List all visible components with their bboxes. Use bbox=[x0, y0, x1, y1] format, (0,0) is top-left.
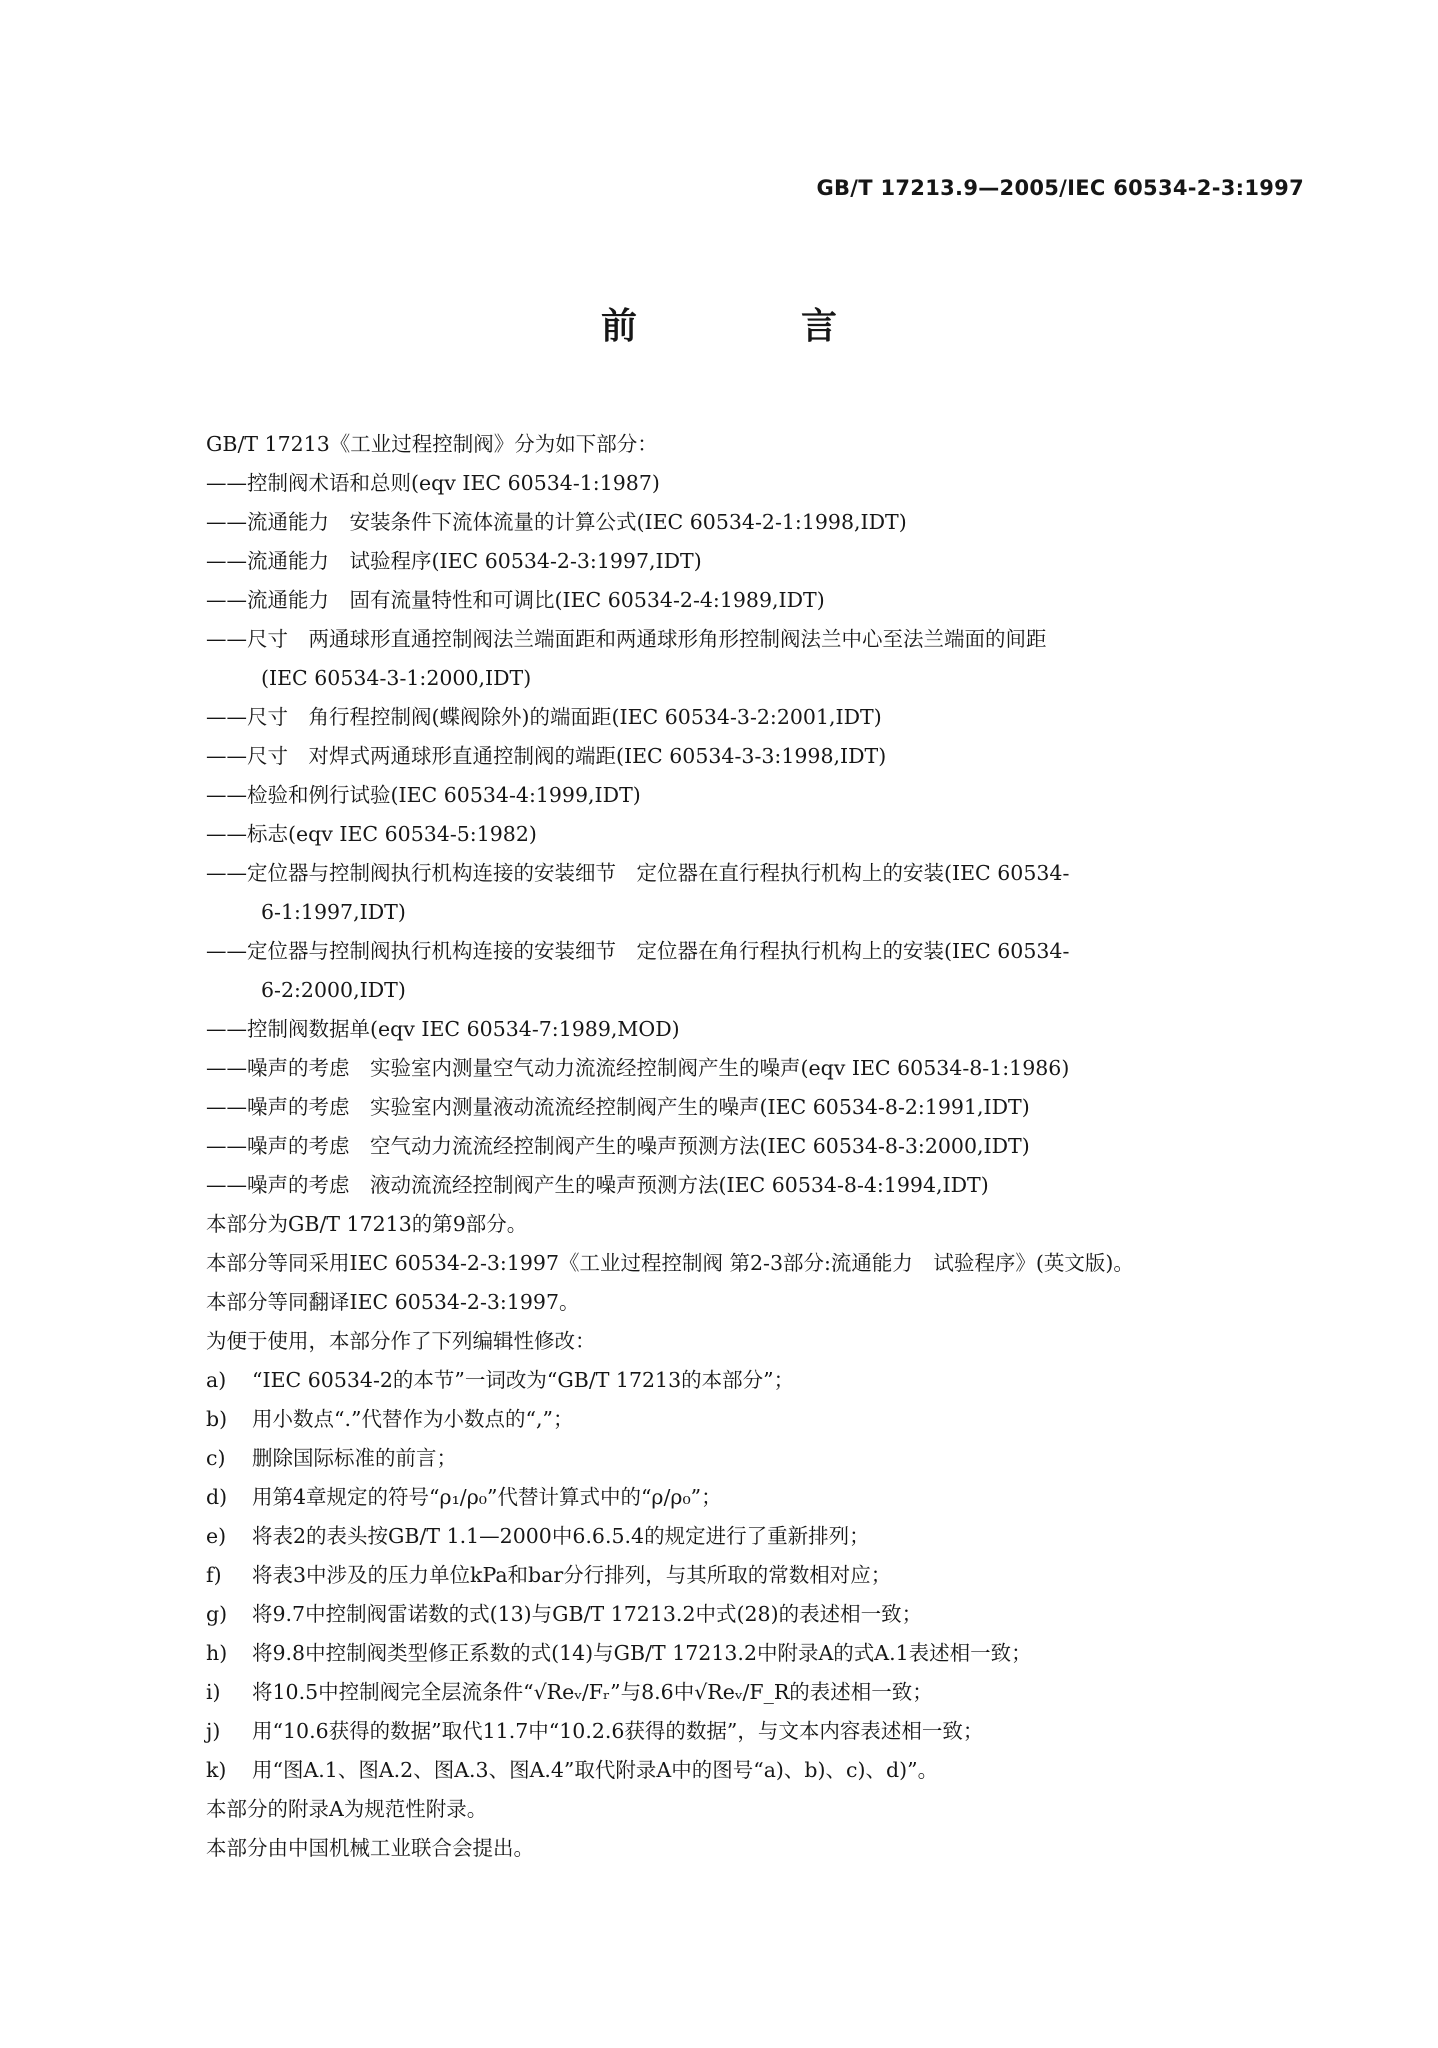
edit-item: j) 用“10.6获得的数据”取代11.7中“10.2.6获得的数据”，与文本内容表述相一致； bbox=[206, 1719, 984, 1743]
part-item: ——流通能力 安装条件下流体流量的计算公式(IEC 60534-2-1:1998,IDT) bbox=[206, 510, 907, 534]
paragraph-annex: 本部分的附录A为规范性附录。 bbox=[206, 1797, 488, 1821]
edit-item: c) 删除国际标准的前言； bbox=[206, 1446, 457, 1470]
edit-item: b) 用小数点“.”代替作为小数点的“,”； bbox=[206, 1407, 574, 1431]
part-item: ——噪声的考虑 实验室内测量液动流流经控制阀产生的噪声(IEC 60534-8-2:1991,IDT) bbox=[206, 1095, 1030, 1119]
part-item: ——控制阀术语和总则(eqv IEC 60534-1:1987) bbox=[206, 471, 660, 495]
part-item: ——检验和例行试验(IEC 60534-4:1999,IDT) bbox=[206, 783, 641, 807]
edit-item: i) 将10.5中控制阀完全层流条件“√Reᵥ/Fᵣ”与8.6中√Reᵥ/F_R的表述相一致； bbox=[206, 1680, 933, 1704]
part-item: ——标志(eqv IEC 60534-5:1982) bbox=[206, 822, 537, 846]
edit-item: e) 将表2的表头按GB/T 1.1—2000中6.6.5.4的规定进行了重新排列； bbox=[206, 1524, 870, 1548]
edit-item: h) 将9.8中控制阀类型修正系数的式(14)与GB/T 17213.2中附录A的式A.1表述相一致； bbox=[206, 1641, 1032, 1665]
edit-item: d) 用第4章规定的符号“ρ₁/ρ₀”代替计算式中的“ρ/ρ₀”； bbox=[206, 1485, 722, 1509]
part-item: ——流通能力 试验程序(IEC 60534-2-3:1997,IDT) bbox=[206, 549, 702, 573]
edit-item: g) 将9.7中控制阀雷诺数的式(13)与GB/T 17213.2中式(28)的表述相一致； bbox=[206, 1602, 923, 1626]
part-item: ——尺寸 角行程控制阀(蝶阀除外)的端面距(IEC 60534-3-2:2001,IDT) bbox=[206, 705, 882, 729]
edit-item: a) “IEC 60534-2的本节”一词改为“GB/T 17213的本部分”； bbox=[206, 1368, 795, 1392]
document-body bbox=[206, 425, 1306, 1868]
standard-code: GB/T 17213.9—2005/IEC 60534-2-3:1997 bbox=[816, 176, 1304, 200]
part-item: ——定位器与控制阀执行机构连接的安装细节 定位器在角行程执行机构上的安装(IEC 60534- 6-2:2000,IDT) bbox=[206, 939, 1070, 1002]
part-item: ——噪声的考虑 空气动力流流经控制阀产生的噪声预测方法(IEC 60534-8-3:2000,IDT) bbox=[206, 1134, 1030, 1158]
paragraph-proposer: 本部分由中国机械工业联合会提出。 bbox=[206, 1836, 534, 1860]
part-item: ——尺寸 对焊式两通球形直通控制阀的端距(IEC 60534-3-3:1998,IDT) bbox=[206, 744, 887, 768]
paragraph-adoption: 本部分等同采用IEC 60534-2-3:1997《工业过程控制阀 第2-3部分:流通能力 试验程序》(英文版)。 bbox=[206, 1251, 1134, 1275]
paragraph-edits-intro: 为便于使用，本部分作了下列编辑性修改： bbox=[206, 1329, 596, 1353]
edit-item: k) 用“图A.1、图A.2、图A.3、图A.4”取代附录A中的图号“a)、b)、c)、d)”。 bbox=[206, 1758, 939, 1782]
part-item: ——噪声的考虑 实验室内测量空气动力流流经控制阀产生的噪声(eqv IEC 60534-8-1:1986) bbox=[206, 1056, 1070, 1080]
edits-list bbox=[206, 1361, 1306, 1790]
edit-item: f) 将表3中涉及的压力单位kPa和bar分行排列，与其所取的常数相对应； bbox=[206, 1563, 892, 1587]
part-item: ——定位器与控制阀执行机构连接的安装细节 定位器在直行程执行机构上的安装(IEC 60534- 6-1:1997,IDT) bbox=[206, 861, 1070, 924]
page-title: 前 言 bbox=[600, 306, 901, 347]
parts-intro: GB/T 17213《工业过程控制阀》分为如下部分： bbox=[206, 432, 658, 456]
paragraph-translation: 本部分等同翻译IEC 60534-2-3:1997。 bbox=[206, 1290, 580, 1314]
paragraph-part-number: 本部分为GB/T 17213的第9部分。 bbox=[206, 1212, 528, 1236]
part-item: ——噪声的考虑 液动流流经控制阀产生的噪声预测方法(IEC 60534-8-4:1994,IDT) bbox=[206, 1173, 989, 1197]
part-item: ——控制阀数据单(eqv IEC 60534-7:1989,MOD) bbox=[206, 1017, 680, 1041]
part-item: ——尺寸 两通球形直通控制阀法兰端面距和两通球形角形控制阀法兰中心至法兰端面的间距 (IEC 60534-3-1:2000,IDT) bbox=[206, 627, 1047, 690]
part-item: ——流通能力 固有流量特性和可调比(IEC 60534-2-4:1989,IDT) bbox=[206, 588, 825, 612]
parts-list bbox=[206, 464, 1306, 1205]
